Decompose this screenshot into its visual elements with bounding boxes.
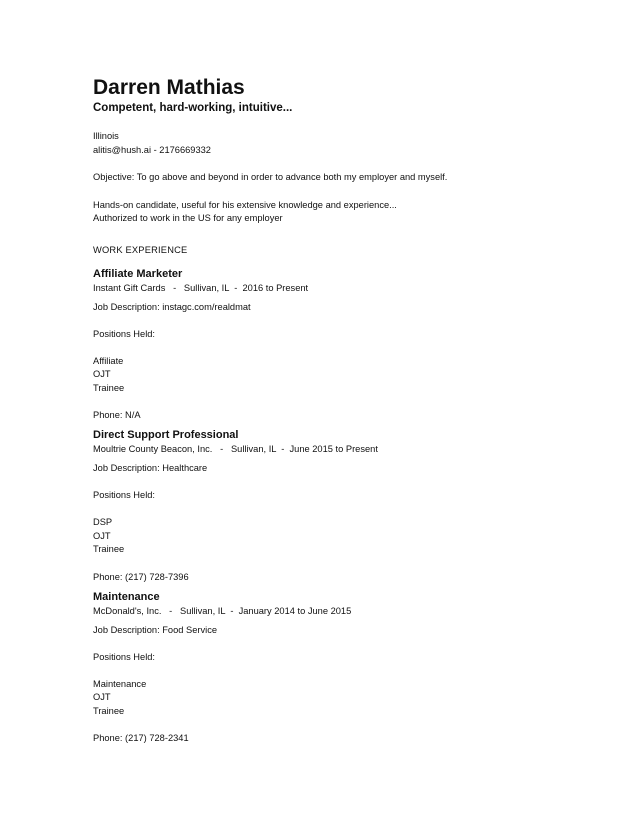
job-entry — [93, 590, 613, 746]
work-experience-heading: WORK EXPERIENCE — [93, 244, 188, 255]
job-employer-line: Instant Gift Cards - Sullivan, IL - 2016 to Present — [93, 282, 309, 293]
position-item: Trainee — [93, 544, 125, 554]
position-item: OJT — [93, 530, 111, 541]
resume-page — [93, 76, 613, 751]
job-title: Maintenance — [93, 590, 160, 603]
job-entry — [93, 267, 613, 423]
job-description: Job Description: Healthcare — [93, 463, 208, 473]
position-item: Affiliate — [93, 355, 124, 366]
job-phone: Phone: (217) 728-2341 — [93, 733, 189, 743]
job-employer-line: Moultrie County Beacon, Inc. - Sullivan, IL - June 2015 to Present — [93, 444, 378, 454]
positions-heading: Positions Held: — [93, 328, 156, 339]
position-item: OJT — [93, 692, 111, 702]
positions-list — [93, 355, 613, 396]
job-description: Job Description: instagc.com/realdmat — [93, 301, 251, 312]
positions-list — [93, 516, 613, 557]
summary-line-1: Hands-on candidate, useful for his extensive knowledge and experience... — [93, 199, 397, 210]
job-description: Job Description: Food Service — [93, 624, 218, 635]
positions-heading: Positions Held: — [93, 490, 156, 500]
position-item: DSP — [93, 517, 113, 527]
position-item: Maintenance — [93, 678, 147, 689]
summary-line-2: Authorized to work in the US for any employer — [93, 213, 283, 223]
position-item: OJT — [93, 369, 111, 379]
contact-email-phone: alitis@hush.ai - 2176669332 — [93, 144, 211, 155]
position-item: Trainee — [93, 382, 125, 393]
candidate-name: Darren Mathias — [93, 76, 245, 99]
job-employer-line: McDonald's, Inc. - Sullivan, IL - January 2014 to June 2015 — [93, 605, 352, 616]
objective-text: Objective: To go above and beyond in order to advance both my employer and myself. — [93, 172, 448, 182]
job-title: Direct Support Professional — [93, 429, 239, 441]
job-phone: Phone: N/A — [93, 410, 141, 420]
candidate-tagline: Competent, hard-working, intuitive... — [93, 102, 293, 114]
job-entry — [93, 428, 613, 584]
contact-location: Illinois — [93, 131, 119, 141]
positions-heading: Positions Held: — [93, 651, 156, 662]
job-phone: Phone: (217) 728-7396 — [93, 571, 189, 582]
position-item: Trainee — [93, 705, 125, 716]
job-title: Affiliate Marketer — [93, 267, 183, 280]
positions-list — [93, 678, 613, 719]
